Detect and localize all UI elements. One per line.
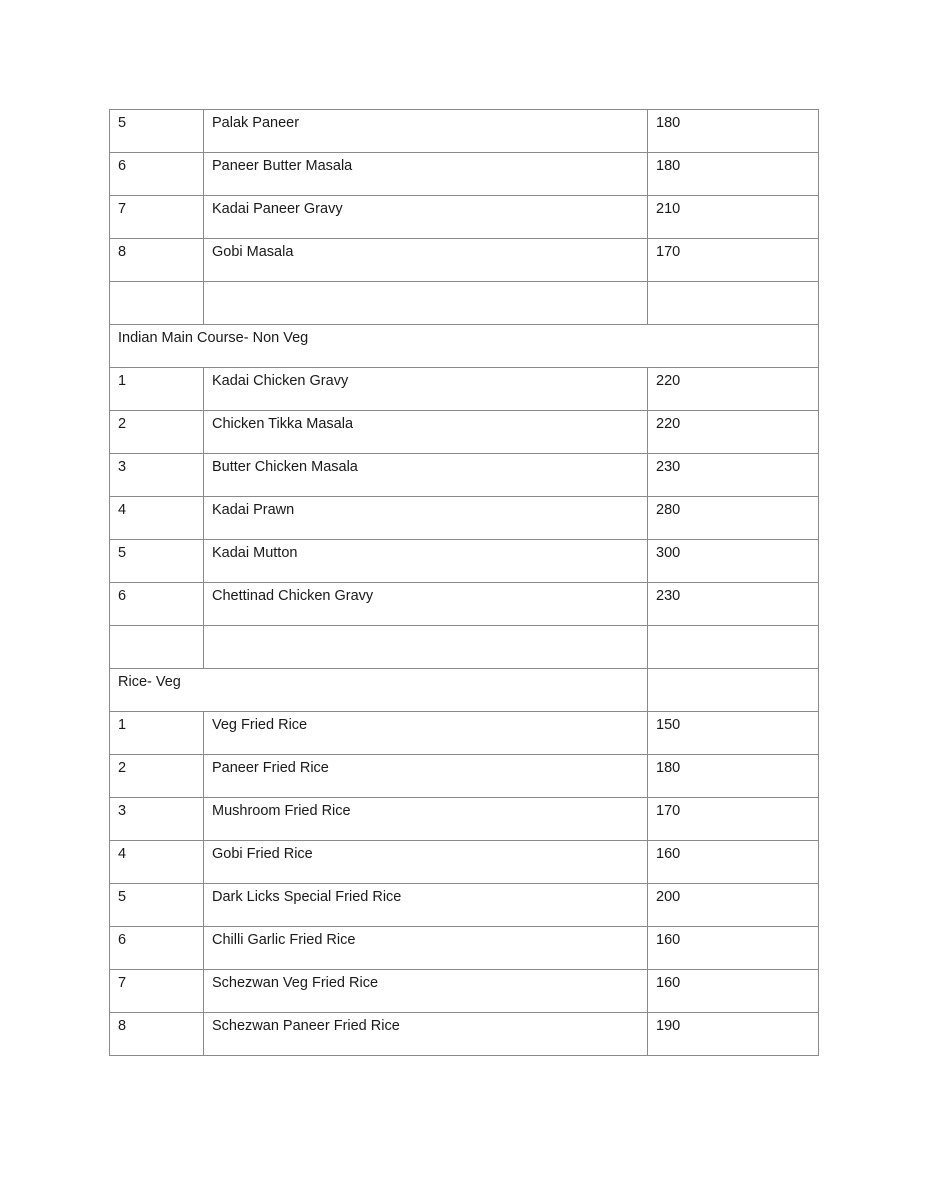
item-number: 6 [110,153,204,196]
table-row [110,368,819,411]
item-number: 3 [110,798,204,841]
item-price: 230 [648,583,819,626]
item-number: 5 [110,110,204,153]
item-number: 7 [110,970,204,1013]
item-price: 190 [648,1013,819,1056]
item-number: 4 [110,497,204,540]
item-number: 2 [110,755,204,798]
item-number: 8 [110,1013,204,1056]
item-name: Chettinad Chicken Gravy [204,583,648,626]
empty-cell [110,626,204,669]
table-row [110,196,819,239]
empty-cell [204,626,648,669]
empty-cell [648,282,819,325]
section-heading-non-veg: Indian Main Course- Non Veg [110,325,819,368]
item-price: 180 [648,110,819,153]
item-number: 6 [110,927,204,970]
item-price: 170 [648,239,819,282]
item-name: Kadai Mutton [204,540,648,583]
table-row [110,540,819,583]
item-number: 5 [110,884,204,927]
item-price: 160 [648,970,819,1013]
table-row [110,239,819,282]
section-heading-row [110,325,819,368]
item-price: 150 [648,712,819,755]
table-row [110,583,819,626]
empty-cell [648,669,819,712]
item-price: 160 [648,841,819,884]
item-name: Paneer Fried Rice [204,755,648,798]
table-row [110,884,819,927]
table-row [110,970,819,1013]
empty-cell [648,626,819,669]
item-name: Gobi Masala [204,239,648,282]
table-row [110,927,819,970]
table-row [110,798,819,841]
item-name: Chicken Tikka Masala [204,411,648,454]
item-number: 8 [110,239,204,282]
table-row [110,153,819,196]
item-price: 220 [648,368,819,411]
item-name: Palak Paneer [204,110,648,153]
empty-row [110,282,819,325]
item-price: 210 [648,196,819,239]
item-name: Paneer Butter Masala [204,153,648,196]
item-name: Schezwan Paneer Fried Rice [204,1013,648,1056]
table-row [110,1013,819,1056]
item-name: Kadai Prawn [204,497,648,540]
item-price: 180 [648,153,819,196]
menu-table [109,109,819,1056]
table-row [110,411,819,454]
table-row [110,841,819,884]
item-name: Dark Licks Special Fried Rice [204,884,648,927]
item-number: 6 [110,583,204,626]
table-row [110,454,819,497]
item-number: 4 [110,841,204,884]
item-number: 1 [110,368,204,411]
item-price: 160 [648,927,819,970]
item-number: 7 [110,196,204,239]
table-row [110,110,819,153]
item-price: 170 [648,798,819,841]
item-name: Schezwan Veg Fried Rice [204,970,648,1013]
table-row [110,497,819,540]
item-number: 1 [110,712,204,755]
item-price: 300 [648,540,819,583]
item-price: 200 [648,884,819,927]
table-row [110,712,819,755]
item-name: Mushroom Fried Rice [204,798,648,841]
section-heading-rice-veg: Rice- Veg [110,669,648,712]
item-number: 2 [110,411,204,454]
item-name: Veg Fried Rice [204,712,648,755]
item-number: 3 [110,454,204,497]
item-name: Kadai Chicken Gravy [204,368,648,411]
empty-cell [110,282,204,325]
item-name: Chilli Garlic Fried Rice [204,927,648,970]
item-price: 220 [648,411,819,454]
section-heading-row [110,669,819,712]
item-price: 180 [648,755,819,798]
empty-row [110,626,819,669]
table-row [110,755,819,798]
item-name: Butter Chicken Masala [204,454,648,497]
empty-cell [204,282,648,325]
item-number: 5 [110,540,204,583]
item-price: 280 [648,497,819,540]
item-price: 230 [648,454,819,497]
item-name: Kadai Paneer Gravy [204,196,648,239]
item-name: Gobi Fried Rice [204,841,648,884]
